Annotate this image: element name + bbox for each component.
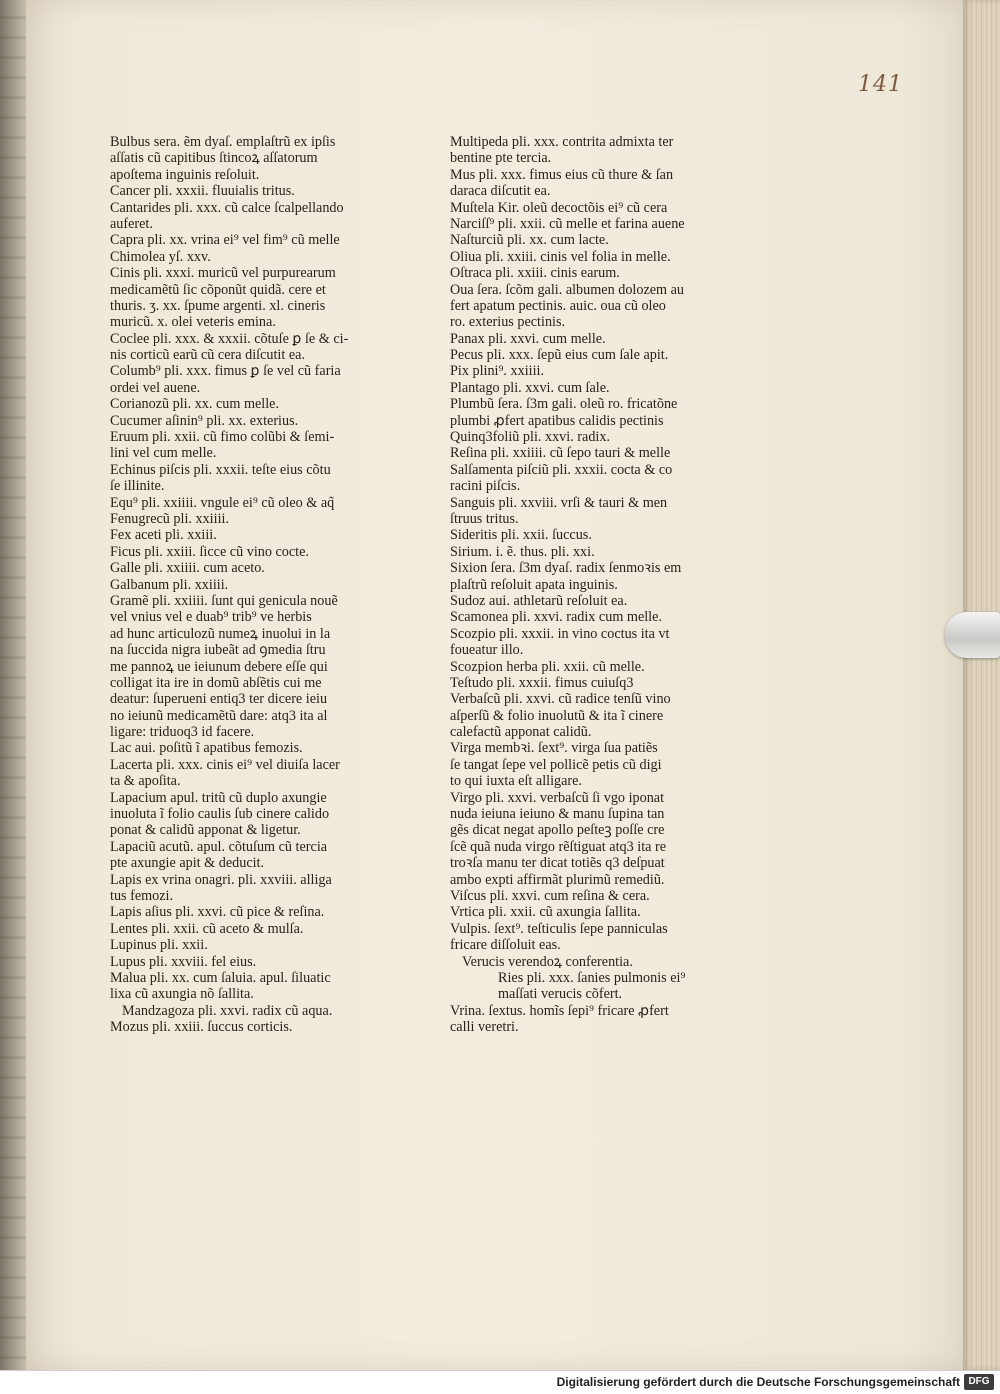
text-line: Bulbus sera. ẽm dyaſ. emplaſtrũ ex ipſis <box>110 134 336 150</box>
text-line: Echinus piſcis pli. xxxii. teſte eius cõtu <box>110 461 331 478</box>
dfg-logo-icon: DFG <box>964 1374 994 1390</box>
text-line: ad hunc articulozũ numeꝝ inuolui in la <box>110 625 331 642</box>
text-line: ſe illinite. <box>110 478 165 495</box>
text-line: to qui iuxta eſt alligare. <box>450 773 582 790</box>
text-line: Vrina. ſextus. homĩs ſepi⁹ fricare ꝓfert <box>450 1002 669 1019</box>
text-line: Reſina pli. xxiiii. cũ ſepo tauri & melle <box>450 445 671 462</box>
text-line: Lapis aſius pli. xxvi. cũ pice & reſina. <box>110 904 325 921</box>
text-line: daraca diſcutit ea. <box>450 183 551 200</box>
text-line: Scozpio pli. xxxii. in vino coctus ita vt <box>450 625 670 642</box>
text-line: vel vnius vel e duab⁹ trib⁹ ve herbis <box>110 609 312 626</box>
text-line: Verucis verendoꝝ conferentia. <box>462 953 633 970</box>
text-line: Ries pli. xxx. ſanies pulmonis ei⁹ <box>498 969 686 986</box>
text-line: fricare diſſoluit eas. <box>450 937 561 954</box>
text-line: deatur: ſuperueni entiq3 ter dicere ieiu <box>110 691 328 708</box>
text-line: apoſtema inguinis reſoluit. <box>110 166 260 183</box>
text-line: ponat & calidũ apponat & ligetur. <box>110 822 301 839</box>
text-line: fert apatum pectinis. auic. oua cũ oleo <box>450 297 666 314</box>
text-line: Virgo pli. xxvi. verbaſcũ ſi vgo iponat <box>450 789 665 806</box>
text-line: gẽs dicat negat apollo peſteꝫ poſſe cre <box>450 822 665 839</box>
text-line: na ſuccida nigra iubeãt ad ꝯmedia ſtru <box>110 642 326 659</box>
text-line: Cancer pli. xxxii. fluuialis tritus. <box>110 183 295 200</box>
text-line: Scamonea pli. xxvi. radix cum melle. <box>450 609 662 626</box>
text-line: Oſtraca pli. xxiii. cinis earum. <box>450 265 620 282</box>
text-line: Sixion ſera. ſ3m dyaſ. radix ſenmoꝛis em <box>450 560 682 577</box>
text-line: Malua pli. xx. cum ſaluia. apul. ſiluatic <box>110 969 331 986</box>
text-line: Lacerta pli. xxx. cinis ei⁹ vel diuiſa lacer <box>110 756 340 773</box>
text-line: Lupinus pli. xxii. <box>110 937 208 954</box>
text-line: Chimolea yſ. xxv. <box>110 248 211 265</box>
text-line: Cinis pli. xxxi. muricũ vel purpurearum <box>110 265 336 282</box>
right-text-column <box>450 134 780 1035</box>
text-line: colligat ita ire in domũ abſẽtis cui me <box>110 674 322 691</box>
text-line: plaſtrũ reſoluit apata inguinis. <box>450 576 618 593</box>
text-line: Vulpis. ſext⁹. teſticulis ſepe panniculas <box>450 920 668 937</box>
text-line: Teſtudo pli. xxxii. fimus cuiuſq3 <box>450 674 634 691</box>
text-line: inuoluta ĩ folio caulis ſub cinere calido <box>110 806 330 823</box>
text-line: Verbaſcũ pli. xxvi. cũ radice tenſũ vino <box>450 691 671 708</box>
text-line: Mus pli. xxx. fimus eius cũ thure & ſan <box>450 166 674 183</box>
text-line: nuda ieiuna ieiuno & manu ſupina tan <box>450 806 665 823</box>
folio-number: 141 <box>858 72 903 97</box>
text-line: Galle pli. xxiiii. cum aceto. <box>110 560 265 577</box>
text-line: Ficus pli. xxiii. ſicce cũ vino cocte. <box>110 543 309 560</box>
text-line: Gramẽ pli. xxiiii. ſunt qui genicula nouẽ <box>110 592 338 609</box>
text-line: Coclee pli. xxx. & xxxii. cõtuſe ꝑ ſe & ci- <box>110 330 349 347</box>
text-line: Fex aceti pli. xxiii. <box>110 527 217 544</box>
page-fore-edge <box>963 0 1000 1370</box>
text-line: ſe tangat ſepe vel pollicẽ petis cũ digi <box>450 756 662 773</box>
text-line: racini piſcis. <box>450 478 521 495</box>
text-line: aſſatis cũ capitibus ſtincoꝝ aſſatorum <box>110 150 318 167</box>
text-line: Sanguis pli. xxviii. vrſi & tauri & men <box>450 494 668 511</box>
text-line: Lapaciũ acutũ. apul. cõtuſum cũ tercia <box>110 838 328 855</box>
text-line: Cantarides pli. xxx. cũ calce ſcalpellando <box>110 199 344 216</box>
text-line: Pecus pli. xxx. ſepũ eius cum ſale apit. <box>450 347 669 364</box>
text-line: Quinq3foliũ pli. xxvi. radix. <box>450 429 610 446</box>
text-line: Cucumer aſinin⁹ pli. xx. exterius. <box>110 412 299 429</box>
text-line: Mandzagoza pli. xxvi. radix cũ aqua. <box>122 1002 333 1019</box>
text-line: Naſturciũ pli. xx. cum lacte. <box>450 232 609 249</box>
text-line: Virga membꝛi. ſext⁹. virga ſua patiẽs <box>450 740 658 757</box>
text-line: Sudoz aui. athletarũ reſoluit ea. <box>450 592 628 609</box>
text-line: Pix plini⁹. xxiiii. <box>450 363 545 380</box>
text-line: medicamẽtũ ſic cõponũt quidã. cere et <box>110 281 326 298</box>
text-line: Narciſſ⁹ pli. xxii. cũ melle et farina auene <box>450 215 685 232</box>
text-line: auferet. <box>110 215 153 232</box>
text-line: Multipeda pli. xxx. contrita admixta ter <box>450 134 674 150</box>
text-line: ro. exterius pectinis. <box>450 314 566 331</box>
text-line: ſtruus tritus. <box>450 510 519 527</box>
text-line: maſſati verucis cõfert. <box>498 986 623 1003</box>
text-line: Plumbũ ſera. ſ3m gali. oleũ ro. fricatõne <box>450 396 678 413</box>
text-line: plumbi ꝓfert apatibus calidis pectinis <box>450 412 664 429</box>
text-line: ambo expti affirmãt plurimũ remediũ. <box>450 871 665 888</box>
text-line: ligare: triduoq3 id facere. <box>110 724 255 741</box>
footer-credit: Digitalisierung gefördert durch die Deutsche Forschungsgemeinschaft <box>556 1375 960 1389</box>
text-line: thuris. ʒ. xx. ſpume argenti. xl. cineris <box>110 297 326 314</box>
text-line: Fenugrecũ pli. xxiiii. <box>110 510 230 527</box>
text-line: Lapacium apul. tritũ cũ duplo axungie <box>110 789 327 806</box>
text-line: lixa cũ axungia nõ ſallita. <box>110 986 254 1003</box>
text-line: Vrtica pli. xxii. cũ axungia ſallita. <box>450 904 641 921</box>
text-line: calefactũ apponat calidũ. <box>450 724 592 741</box>
text-line: Viſcus pli. xxvi. cum reſina & cera. <box>450 887 650 904</box>
book-clip <box>945 612 1000 658</box>
text-line: muricũ. x. olei veteris emina. <box>110 314 276 331</box>
text-line: Plantago pli. xxvi. cum ſale. <box>450 379 610 396</box>
text-line: Scozpion herba pli. xxii. cũ melle. <box>450 658 645 675</box>
text-line: Mozus pli. xxiii. ſuccus corticis. <box>110 1019 293 1036</box>
text-line: me pannoꝝ ue ieiunum debere eſſe qui <box>110 658 328 675</box>
text-line: Galbanum pli. xxiiii. <box>110 576 229 593</box>
text-line: Oua ſera. ſcõm gali. albumen dolozem au <box>450 281 685 298</box>
text-line: nis corticũ earũ cũ cera diſcutit ea. <box>110 347 305 364</box>
text-line: ordei vel auene. <box>110 379 201 396</box>
text-line: Capra pli. xx. vrina ei⁹ vel fim⁹ cũ melle <box>110 232 340 249</box>
text-line: Equ⁹ pli. xxiiii. vngule ei⁹ cũ oleo & aq̃ <box>110 494 335 511</box>
text-line: Lupus pli. xxviii. fel eius. <box>110 953 257 970</box>
facing-page-edge <box>0 0 26 1370</box>
text-line: ta & apoſita. <box>110 773 181 790</box>
text-line: bentine pte tercia. <box>450 150 552 167</box>
text-line: lini vel cum melle. <box>110 445 217 462</box>
text-line: Lapis ex vrina onagri. pli. xxviii. alliga <box>110 871 332 888</box>
text-line: pte axungie apit & deducit. <box>110 855 265 872</box>
text-line: aſperſũ & folio inuolutũ & ita ĩ cinere <box>450 707 664 724</box>
text-line: Eruum pli. xxii. cũ fimo colũbi & ſemi- <box>110 429 335 446</box>
text-line: Sideritis pli. xxii. ſuccus. <box>450 527 592 544</box>
text-line: tus femozi. <box>110 887 174 904</box>
text-line: Corianozũ pli. xx. cum melle. <box>110 396 280 413</box>
text-line: calli veretri. <box>450 1019 519 1036</box>
text-line: Panax pli. xxvi. cum melle. <box>450 330 606 347</box>
text-line: Oliua pli. xxiii. cinis vel folia in melle. <box>450 248 671 265</box>
text-line: Sirium. i. ẽ. thus. pli. xxi. <box>450 543 595 560</box>
text-line: no ieiunũ medicamẽtũ dare: atq3 ita al <box>110 707 328 724</box>
text-line: Salſamenta piſciũ pli. xxxii. cocta & co <box>450 461 673 478</box>
text-line: foueatur illo. <box>450 642 524 659</box>
text-line: Muſtela Kir. oleũ decoctõis ei⁹ cũ cera <box>450 199 668 216</box>
footer-bar <box>0 1370 1000 1394</box>
text-line: Lac aui. poſitũ ĩ apatibus femozis. <box>110 740 303 757</box>
text-line: Lentes pli. xxii. cũ aceto & mulſa. <box>110 920 304 937</box>
text-line: ſcẽ quã nuda virgo rẽſtiguat atq3 ita re <box>450 838 667 855</box>
text-line: troꝛſa manu ter dicat totiẽs q3 deſpuat <box>450 855 665 872</box>
left-text-column <box>110 134 445 1035</box>
text-line: Columb⁹ pli. xxx. fimus ꝑ ſe vel cũ faria <box>110 363 341 380</box>
